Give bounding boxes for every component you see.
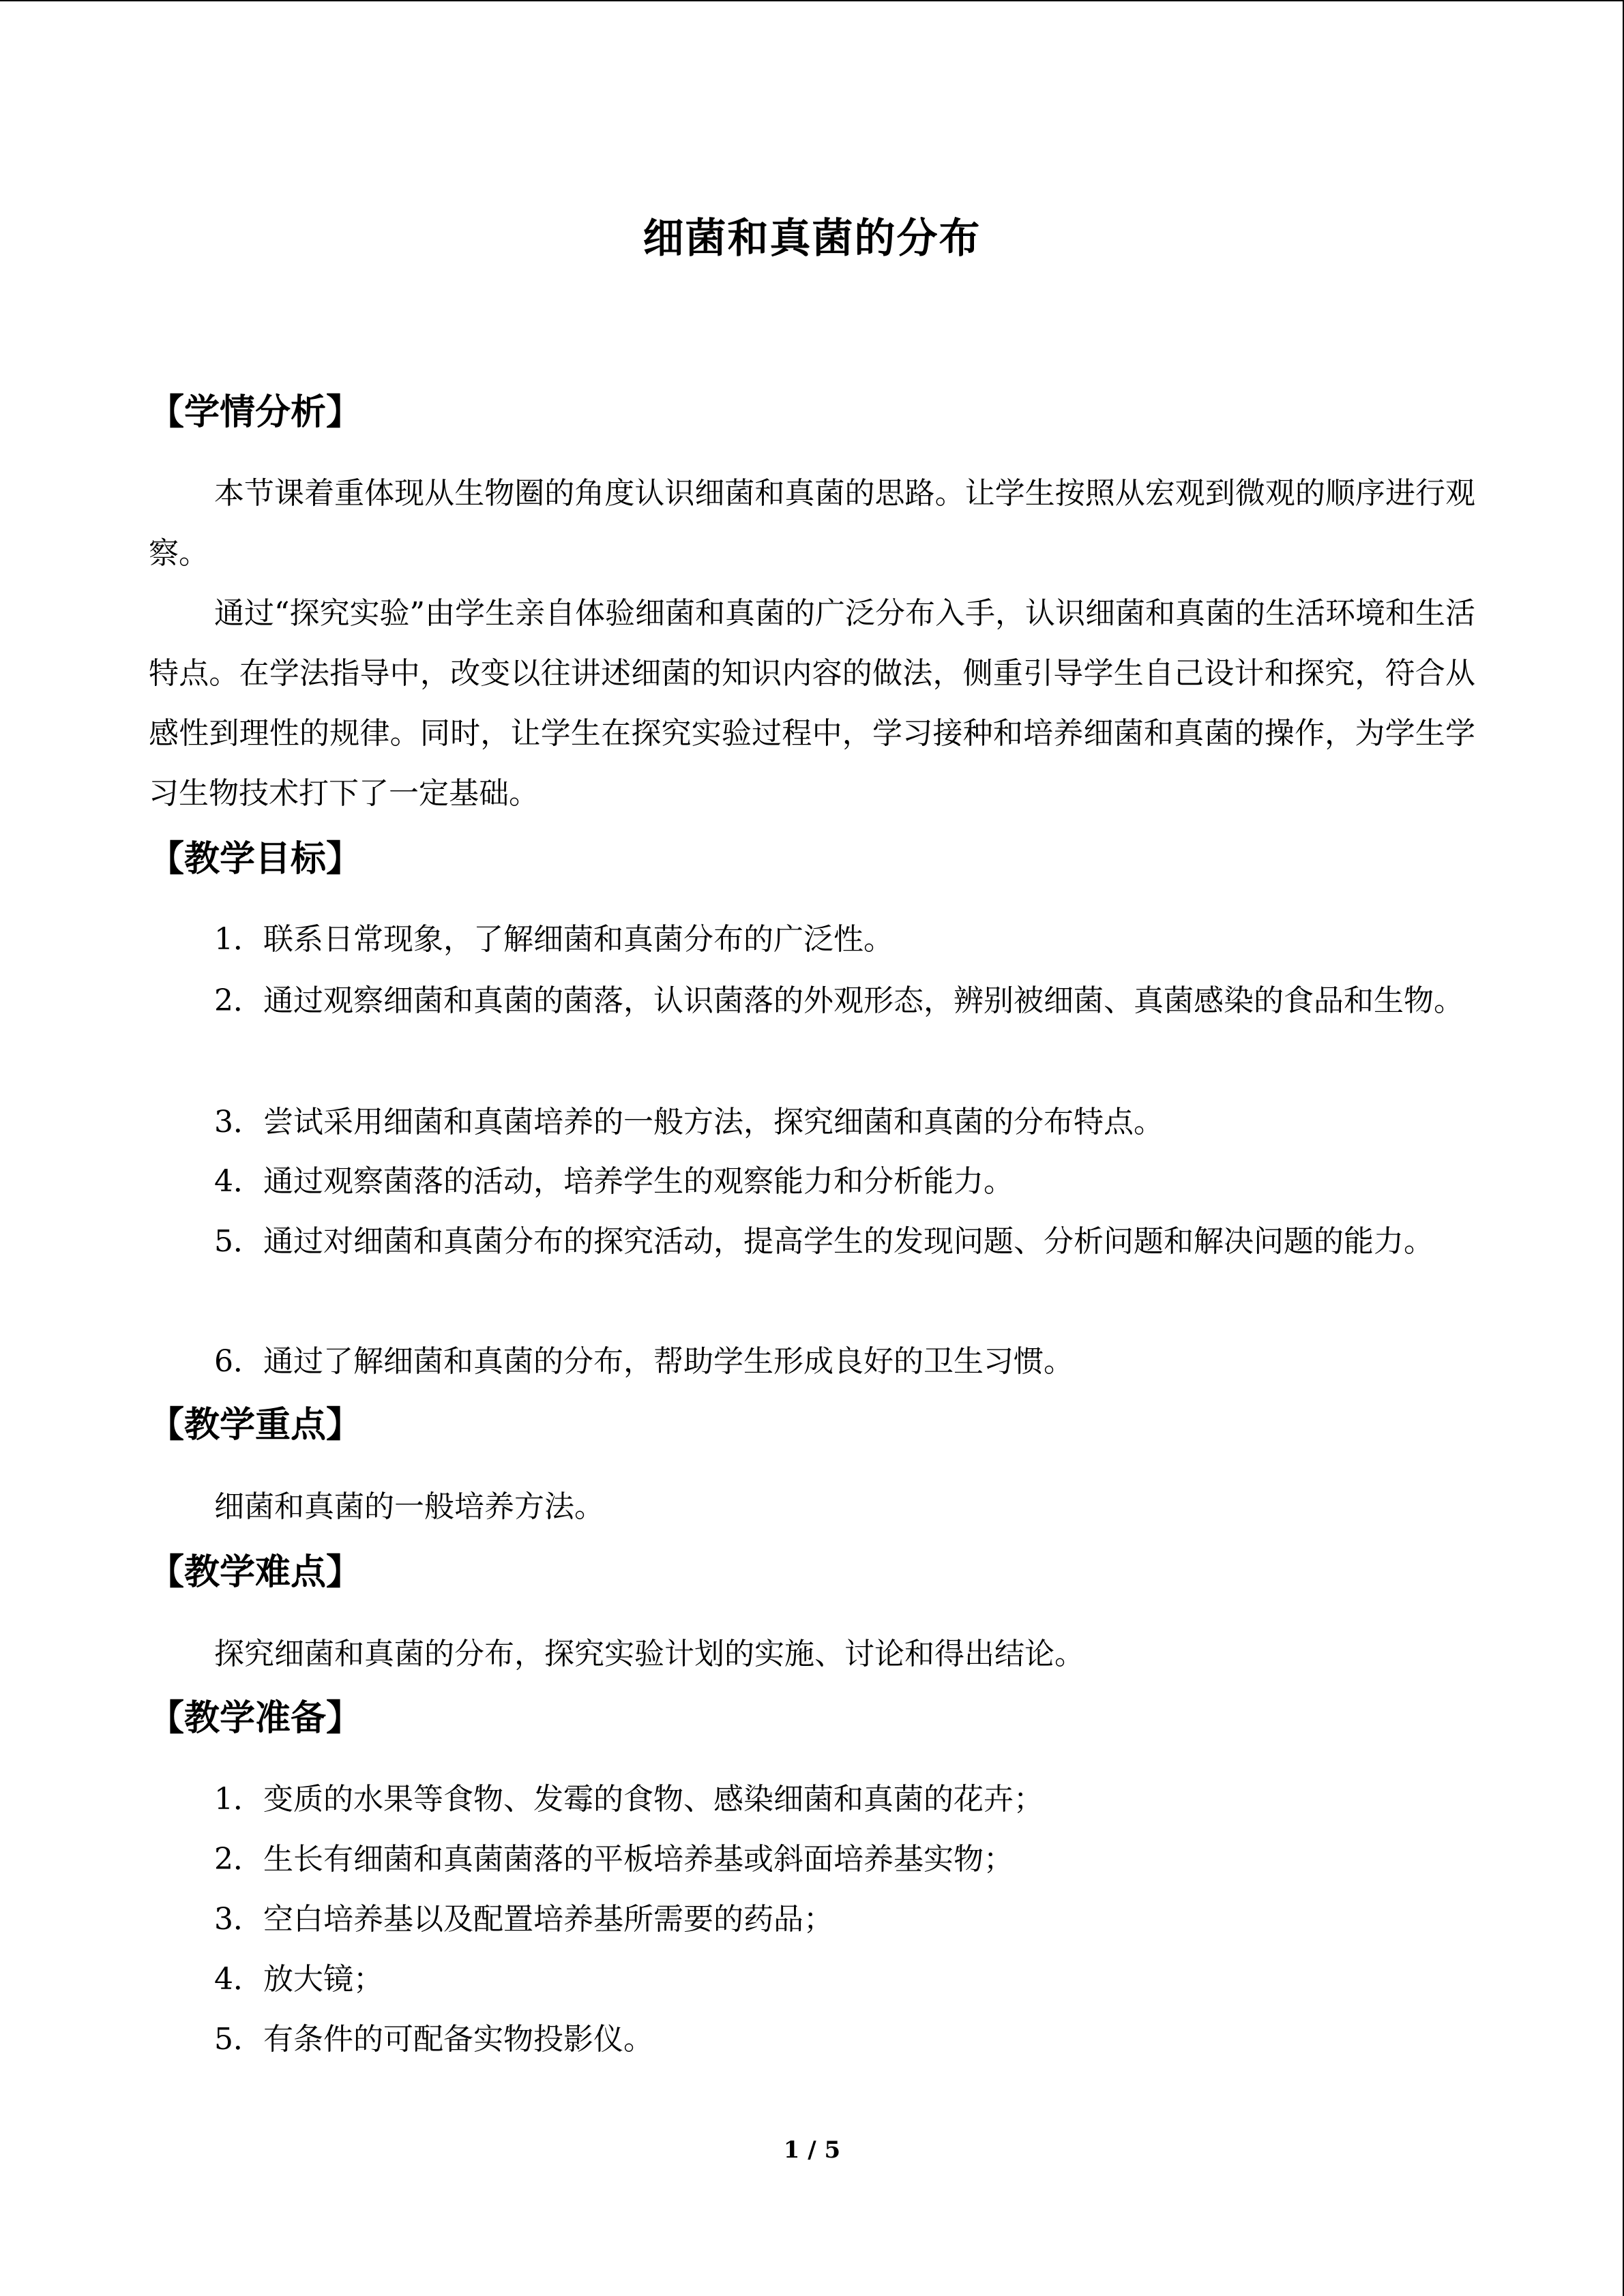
analysis-paragraph-2: 通过“探究实验”由学生亲自体验细菌和真菌的广泛分布入手，认识细菌和真菌的生活环境和生活特点。在学法指导中，改变以往讲述细菌的知识内容的做法，侧重引导学生自己设计和探究，符合从感性到理性的规律。同时，让学生在探究实验过程中，学习接种和培养细菌和真菌的操作，为学生学习生物技术打下了一定基础。 xyxy=(149,596,1475,811)
goal-item-6 xyxy=(149,1332,1475,1392)
analysis-paragraph-1: 本节课着重体现从生物圈的角度认识细菌和真菌的思路。让学生按照从宏观到微观的顺序进行观察。 xyxy=(149,476,1475,571)
goal-item-text: 尝试采用细菌和真菌培养的一般方法，探究细菌和真菌的分布特点。 xyxy=(263,1105,1164,1139)
key-points-text: 细菌和真菌的一般培养方法。 xyxy=(214,1489,604,1524)
goal-item-number: 6． xyxy=(214,1344,263,1379)
goal-item-text: 通过观察菌落的活动，培养学生的观察能力和分析能力。 xyxy=(263,1164,1014,1199)
preparation-item-number: 3． xyxy=(214,1902,263,1937)
preparation-item-1 xyxy=(149,1770,1475,1830)
goal-item-text: 通过对细菌和真菌分布的探究活动，提高学生的发现问题、分析问题和解决问题的能力。 xyxy=(263,1224,1434,1259)
preparation-item-text: 放大镜； xyxy=(263,1962,383,1997)
preparation-item-text: 生长有细菌和真菌菌落的平板培养基或斜面培养基实物； xyxy=(263,1842,1014,1877)
section-heading-key-points: 【教学重点】 xyxy=(149,1405,362,1446)
preparation-item-number: 2． xyxy=(214,1842,263,1877)
goal-item-text: 通过观察细菌和真菌的菌落，认识菌落的外观形态，辨别被细菌、真菌感染的食品和生物。 xyxy=(263,983,1464,1018)
preparation-item-5 xyxy=(149,2010,1475,2070)
preparation-item-text: 变质的水果等食物、发霉的食物、感染细菌和真菌的花卉； xyxy=(263,1782,1044,1817)
goal-item-text: 通过了解细菌和真菌的分布，帮助学生形成良好的卫生习惯。 xyxy=(263,1344,1074,1379)
preparation-item-3 xyxy=(149,1890,1475,1950)
goal-item-number: 1． xyxy=(214,922,263,957)
difficulties-text: 探究细菌和真菌的分布，探究实验计划的实施、讨论和得出结论。 xyxy=(214,1637,1084,1671)
preparation-item-number: 4． xyxy=(214,1962,263,1997)
preparation-item-4 xyxy=(149,1950,1475,2010)
goal-item-3 xyxy=(149,1092,1475,1152)
preparation-item-number: 5． xyxy=(214,2022,263,2057)
goal-item-number: 2． xyxy=(214,983,263,1018)
preparation-item-text: 空白培养基以及配置培养基所需要的药品； xyxy=(263,1902,833,1937)
page-number: 1 / 5 xyxy=(783,2136,841,2164)
section-heading-difficulties: 【教学难点】 xyxy=(149,1552,362,1593)
goal-item-2 xyxy=(149,971,1475,1031)
goal-item-number: 4． xyxy=(214,1164,263,1199)
preparation-item-2 xyxy=(149,1830,1475,1890)
goal-item-5 xyxy=(149,1212,1475,1272)
preparation-item-number: 1． xyxy=(214,1782,263,1817)
preparation-item-text: 有条件的可配备实物投影仪。 xyxy=(263,2022,653,2057)
section-heading-preparation: 【教学准备】 xyxy=(149,1698,362,1739)
goal-item-number: 5． xyxy=(214,1224,263,1259)
goal-item-number: 3． xyxy=(214,1105,263,1139)
document-title: 细菌和真菌的分布 xyxy=(643,215,981,263)
section-heading-goals: 【教学目标】 xyxy=(149,839,362,880)
goal-item-text: 联系日常现象，了解细菌和真菌分布的广泛性。 xyxy=(263,922,894,957)
goal-item-4 xyxy=(149,1152,1475,1212)
goal-item-1 xyxy=(149,910,1475,970)
section-heading-analysis: 【学情分析】 xyxy=(149,392,362,433)
